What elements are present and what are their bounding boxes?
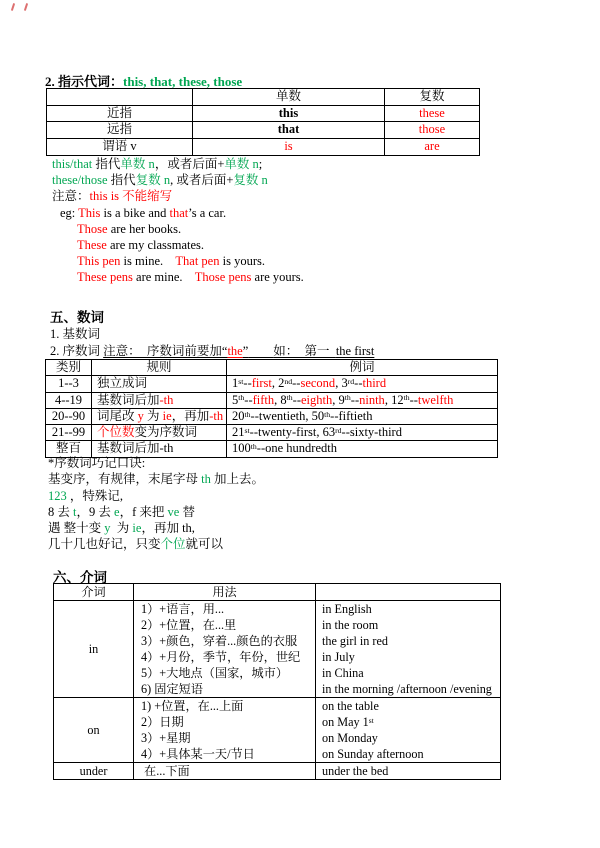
table-row-near <box>47 105 480 122</box>
red-pen-marks-icon <box>8 2 48 14</box>
header-cell-examples: 例词 <box>227 360 498 376</box>
singular-cell: that <box>193 122 385 139</box>
mnemonic-title: *序数词巧记口诀: <box>48 456 146 470</box>
mnemonic-line: 几十几也好记，只变个位就可以 <box>48 537 224 552</box>
usage-line: 5）+大地点（国家，城市） <box>141 666 289 680</box>
cardinal-subheading: 1. 基数词 <box>50 327 101 341</box>
table-row-far <box>47 122 480 139</box>
numerals-heading: 五、数词 <box>50 310 104 325</box>
example-sentence: These pens are mine. Those pens are yours. <box>77 270 304 285</box>
example-sentence: Those are her books. <box>77 221 182 236</box>
ordinal-subheading: 2. 序数词 注意： 序数词前要加“the” 如： 第一 the first <box>50 344 375 358</box>
example-line: on Monday <box>322 731 378 745</box>
mnemonic-line: 遇 整十变 y 为 ie，再加 th, <box>48 521 195 536</box>
usage-cell <box>134 698 316 763</box>
usage-line: 2）+位置，在...里 <box>141 618 237 632</box>
header-cell-empty <box>47 89 193 106</box>
usage-line: 1) +位置，在...上面 <box>141 699 244 713</box>
usage-cell <box>134 763 316 780</box>
examples-cell: 20th--twentieth, 50th--fiftieth <box>227 408 498 424</box>
table-header-row <box>46 360 498 376</box>
ordinal-mnemonic <box>48 455 264 553</box>
plural-cell: are <box>385 139 480 156</box>
plural-cell: those <box>385 122 480 139</box>
example-line: in July <box>322 650 355 664</box>
usage-cell <box>134 601 316 698</box>
note-line: these/those 指代复数 n, 或者后面+复数 n <box>52 173 268 188</box>
demonstratives-notes <box>52 156 304 286</box>
example-sentence: This pen is mine. That pen is yours. <box>77 254 265 269</box>
mnemonic-line: 基变序，有规律，末尾字母 th 加上去。 <box>48 472 265 487</box>
note-line: 注意：this is 不能缩写 <box>52 189 173 204</box>
example-line: on May 1st <box>322 715 374 729</box>
category-cell: 21--99 <box>46 425 92 441</box>
table-row <box>46 376 498 392</box>
usage-line: 6) 固定短语 <box>141 682 203 696</box>
header-cell-singular: 单数 <box>193 89 385 106</box>
header-cell-category: 类别 <box>46 360 92 376</box>
rule-cell: 基数词后加-th <box>92 392 227 408</box>
example-sentence: These are my classmates. <box>77 237 205 252</box>
mnemonic-line: 123 ，特殊记, <box>48 488 124 503</box>
plural-cell: these <box>385 105 480 122</box>
demonstratives-heading: 2. 指示代词：this, that, these, those <box>45 74 243 89</box>
usage-line: 4）+具体某一天/节日 <box>141 747 255 761</box>
row-label: 谓语 v <box>47 139 193 156</box>
singular-cell: is <box>193 139 385 156</box>
header-cell-rule: 规则 <box>92 360 227 376</box>
table-header-row <box>47 89 480 106</box>
example-line: the girl in red <box>322 634 388 648</box>
examples-cell: 1st--first, 2nd--second, 3rd--third <box>227 376 498 392</box>
preposition-cell: under <box>54 763 134 780</box>
note-line: this/that 指代单数 n，或者后面+单数 n; <box>52 157 263 171</box>
example-line: in English <box>322 602 372 616</box>
examples-cell <box>316 763 501 780</box>
header-cell-blank <box>316 584 501 601</box>
example-sentence: eg: This is a bike and that’s a car. <box>60 205 227 220</box>
examples-cell <box>316 698 501 763</box>
prepositions-heading: 六、介词 <box>53 570 107 585</box>
example-line: on the table <box>322 699 379 713</box>
usage-line: 3）+星期 <box>141 731 191 745</box>
row-label: 远指 <box>47 122 193 139</box>
preposition-cell: in <box>54 601 134 698</box>
header-cell-plural: 复数 <box>385 89 480 106</box>
prep-row-on <box>54 698 501 763</box>
category-cell: 1--3 <box>46 376 92 392</box>
table-row <box>46 392 498 408</box>
examples-cell: 21st--twenty-first, 63rd--sixty-third <box>227 425 498 441</box>
example-line: in China <box>322 666 364 680</box>
prepositions-table <box>53 583 501 780</box>
prep-row-in <box>54 601 501 698</box>
table-row-verb <box>47 139 480 156</box>
usage-line: 3）+颜色，穿着...颜色的衣服 <box>141 634 298 648</box>
examples-cell: 5th--fifth, 8th--eighth, 9th--ninth, 12th--twelfth <box>227 392 498 408</box>
usage-line: 1）+语言，用... <box>141 602 225 616</box>
mnemonic-line: 8 去 t，9 去 e，f 来把 ve 替 <box>48 504 195 519</box>
rule-cell: 独立成词 <box>92 376 227 392</box>
ordinal-table <box>45 359 498 458</box>
table-header-row <box>54 584 501 601</box>
rule-cell: 基数词后加-th <box>92 441 227 457</box>
preposition-cell: on <box>54 698 134 763</box>
prep-row-under <box>54 763 501 780</box>
usage-line: 在...下面 <box>141 764 190 778</box>
demonstratives-table <box>46 88 480 156</box>
example-line: in the morning /afternoon /evening <box>322 682 492 696</box>
singular-cell: this <box>193 105 385 122</box>
category-cell: 整百 <box>46 441 92 457</box>
usage-line: 4）+月份，季节，年份，世纪 <box>141 650 301 664</box>
red-stroke-icon <box>24 3 28 11</box>
rule-cell: 词尾改 y 为 ie，再加-th <box>92 408 227 424</box>
red-stroke-icon <box>11 3 15 11</box>
row-label: 近指 <box>47 105 193 122</box>
table-row <box>46 425 498 441</box>
category-cell: 20--90 <box>46 408 92 424</box>
header-cell-preposition: 介词 <box>54 584 134 601</box>
example-line: under the bed <box>322 764 389 778</box>
example-line: on Sunday afternoon <box>322 747 424 761</box>
header-cell-usage: 用法 <box>134 584 316 601</box>
rule-cell: 个位数变为序数词 <box>92 425 227 441</box>
category-cell: 4--19 <box>46 392 92 408</box>
example-line: in the room <box>322 618 379 632</box>
usage-line: 2）日期 <box>141 715 184 729</box>
table-row <box>46 408 498 424</box>
examples-cell <box>316 601 501 698</box>
examples-cell: 100th--one hundredth <box>227 441 498 457</box>
